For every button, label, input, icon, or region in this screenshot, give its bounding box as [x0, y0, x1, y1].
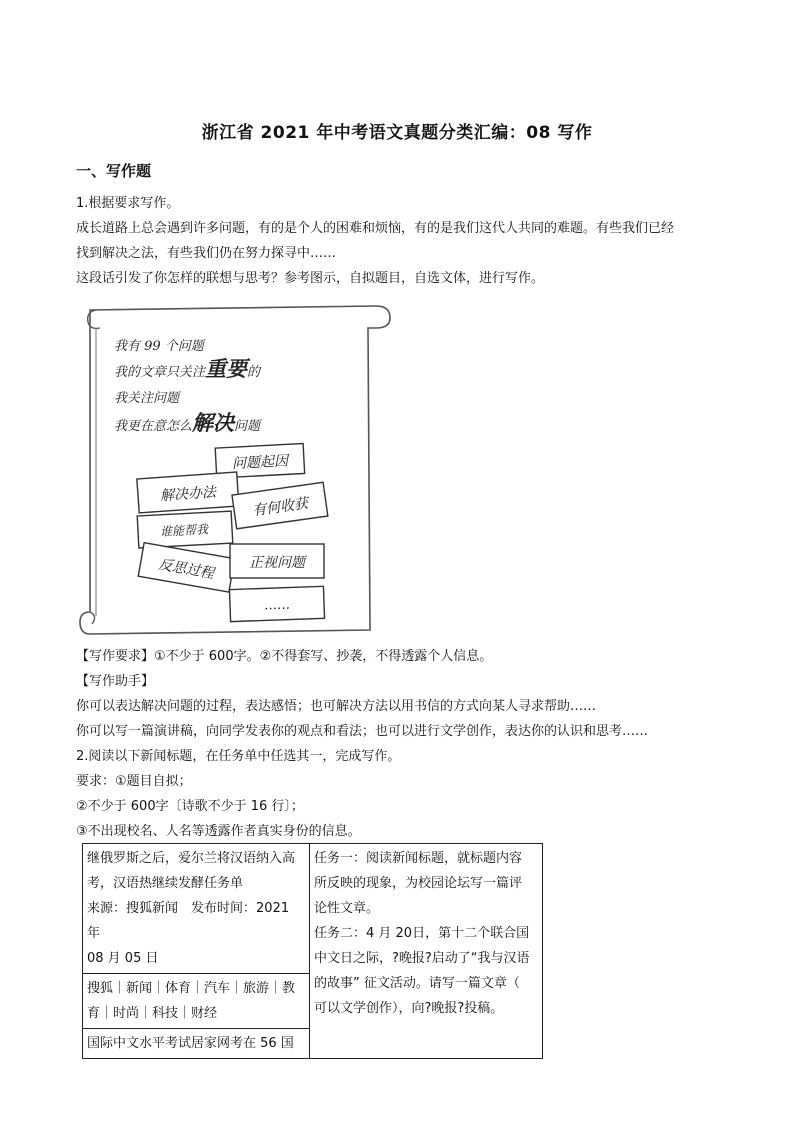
task2-line4: 可以文学创作），向?晚报?投稿。: [314, 1001, 504, 1016]
card-face-problem: [230, 544, 324, 578]
card-ellipsis: [229, 586, 324, 621]
task1-line3: 论性文章。: [314, 901, 380, 916]
task1-line1: 任务一：阅读新闻标题，就标题内容: [314, 851, 523, 866]
task2-line2: 中文日之际，?晚报?启动了“我与汉语: [314, 951, 530, 966]
q1-helper-line1: 你可以表达解决问题的过程，表达感悟；也可解决方法以用书信的方式向某人寻求帮助……: [76, 699, 597, 714]
svg-text:谁能帮我: 谁能帮我: [159, 522, 209, 539]
news-headline-line1: 继俄罗斯之后，爱尔兰将汉语纳入高: [87, 851, 296, 866]
card-who-helps: [137, 511, 233, 548]
svg-text:解决办法: 解决办法: [159, 484, 217, 505]
q1-prompt: 1.根据要求写作。: [76, 196, 180, 211]
page-title: 浙江省 2021 年中考语文真题分类汇编：08 写作: [201, 123, 593, 143]
q2-requirement-2: ②不少于 600字〔诗歌不少于 16 行〕；: [76, 799, 304, 814]
q2-prompt: 2.阅读以下新闻标题，在任务单中任选其一，完成写作。: [76, 749, 401, 764]
q1-paragraph-line2: 找到解决之法，有些我们仍在努力探寻中……: [76, 246, 337, 261]
scroll-figure: [76, 298, 394, 638]
task1-line2: 所反映的现象，为校园论坛写一篇评: [314, 876, 523, 891]
task-cell: [310, 844, 543, 1059]
news-headline-cell: [83, 844, 310, 974]
figure-line-b: 我的文章只关注重要的: [114, 356, 261, 381]
svg-text:有何收获: 有何收获: [251, 495, 310, 520]
svg-text:问题起因: 问题起因: [231, 453, 289, 473]
news-headline-line2: 考，汉语热继续发酵任务单: [87, 876, 244, 891]
section-heading: 一、写作题: [76, 162, 152, 180]
q2-requirement-1: 要求：①题目自拟；: [76, 774, 192, 789]
q1-paragraph-line3: 这段话引发了你怎样的联想与思考？参考图示，自拟题目，自选文体，进行写作。: [76, 271, 545, 286]
figure-line-c: 我关注问题: [114, 391, 180, 406]
figure-line-d: 我更在意怎么解决问题: [114, 410, 261, 435]
task2-line1: 任务二：4 月 20日，第十二个联合国: [314, 926, 530, 941]
news-source-line: 来源：搜狐新闻 发布时间：2021 年: [87, 901, 290, 941]
figure-line-a: 我有 99 个问题: [114, 339, 204, 354]
news-second-headline-cell: 国际中文水平考试居家网考在 56 国: [83, 1029, 310, 1059]
svg-text:反思过程: 反思过程: [157, 556, 216, 583]
q1-helper-line2: 你可以写一篇演讲稿，向同学发表你的观点和看法；也可以进行文学创作，表达你的认识和思考……: [76, 724, 649, 739]
task2-line3: 的故事” 征文活动。请写一篇文章（: [314, 976, 520, 991]
news-task-table: [82, 843, 543, 1059]
q1-paragraph-line1: 成长道路上总会遇到许多问题，有的是个人的困难和烦恼，有的是我们这代人共同的难题。有些我们已经: [76, 221, 675, 236]
news-nav-cell: [83, 974, 310, 1029]
svg-text:……: ……: [263, 597, 291, 614]
news-date-line: 08 月 05 日: [87, 951, 159, 966]
news-nav-line1: 搜狐｜新闻｜体育｜汽车｜旅游｜教: [87, 981, 296, 996]
q2-requirement-3: ③不出现校名、人名等透露作者真实身份的信息。: [76, 824, 361, 839]
q1-helper-label: 【写作助手】: [76, 674, 155, 689]
news-nav-line2: 育｜时尚｜科技｜财经: [87, 1006, 218, 1021]
q1-writing-requirements: 【写作要求】①不少于 600字。②不得套写、抄袭，不得透露个人信息。: [76, 649, 493, 664]
card-solution: [137, 472, 239, 513]
svg-text:正视问题: 正视问题: [249, 555, 305, 571]
